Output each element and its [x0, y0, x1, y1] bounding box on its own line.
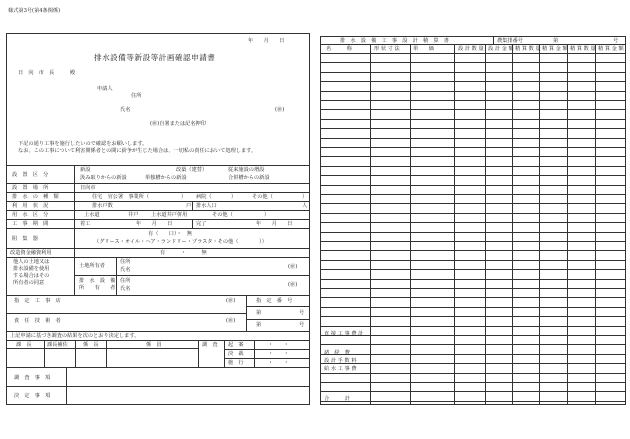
col-design-amount: 設 計 金 額 — [488, 46, 514, 52]
estimate-row-line — [320, 232, 626, 233]
table-top-line — [6, 165, 310, 166]
estimate-row-line — [320, 62, 626, 63]
row-line — [6, 201, 310, 202]
survey-items-label: 調 査 事 項 — [14, 375, 51, 381]
stamp-survey: 調 査 — [202, 342, 218, 348]
estimate-column-line — [595, 44, 596, 405]
estimate-column-line — [454, 44, 455, 405]
sheet-number-prefix: 第 — [553, 38, 559, 44]
estimate-row-line — [320, 307, 626, 308]
designation-number-label: 指 定 番 号 — [256, 298, 293, 304]
intro-text-2: なお、この工事について利害関係者との間に紛争が生じた場合は、一切私の責任において処理します。 — [18, 148, 257, 154]
estimate-column-line — [485, 44, 486, 405]
estimate-row-line — [320, 156, 626, 157]
consent-label-3: する場合はその — [13, 273, 50, 279]
work-start-date[interactable]: 年 月 日 — [136, 221, 173, 227]
estimate-row-line — [320, 194, 626, 195]
draft-label: 起 案 — [228, 342, 244, 348]
facility-owner-label-2: 所 有 者 — [79, 285, 116, 291]
interceptor-presence[interactable]: 有（ 口）・ 無 — [148, 231, 193, 237]
land-owner-address-label: 住所 — [120, 259, 131, 265]
estimate-row-line — [320, 382, 626, 383]
estimate-row-line — [320, 185, 626, 186]
stamp-divider — [44, 340, 45, 367]
drain-type-other-close: ） — [302, 194, 308, 200]
estimate-row-line — [320, 100, 626, 101]
water-source-well[interactable]: 井戸 — [128, 212, 139, 218]
row-line — [6, 257, 310, 258]
land-owner-label: 土地所有者 — [79, 263, 105, 269]
drain-type-office-close: ） — [181, 194, 187, 200]
row-line — [6, 313, 246, 314]
estimate-row-line — [320, 260, 626, 261]
title-divider — [493, 36, 494, 44]
estimate-row-line — [320, 344, 626, 345]
install-place-value[interactable]: 日向市 — [80, 185, 96, 191]
land-owner-seal: (㊞) — [288, 264, 298, 270]
usage-population-unit: 人 — [302, 203, 308, 209]
stamp-divider — [75, 340, 76, 367]
stamp-divider — [198, 340, 199, 367]
estimate-row-line — [320, 241, 626, 242]
estimate-row-line — [320, 203, 626, 204]
install-type-label: 設 置 区 分 — [12, 172, 49, 178]
estimate-row-line — [320, 297, 626, 298]
applicant-label: 申請人 — [97, 86, 113, 92]
estimate-row-line — [320, 363, 626, 364]
estimate-row-line — [320, 401, 626, 402]
intro-text-1: 下記の通り工事を施行したいので確認をお願いします。 — [18, 141, 148, 147]
number-prefix-1: 第 — [256, 310, 262, 316]
row-line — [6, 340, 310, 341]
number-suffix-1: 号 — [299, 310, 305, 316]
drain-type-hospital-close: ） — [231, 194, 237, 200]
row-line — [6, 367, 310, 368]
direct-cost-total-label: 直 接 工 事 費 計 — [324, 331, 364, 337]
water-source-city[interactable]: 上水道 — [84, 212, 100, 218]
sheet-number-suffix: 号 — [613, 38, 619, 44]
col-unit-price: 単 価 — [413, 46, 434, 52]
consent-mid-line — [74, 275, 310, 276]
row-line — [6, 192, 310, 193]
col-settle-qty-2: 精 算 数 量 — [570, 46, 596, 52]
enforce-label: 施 行 — [228, 360, 244, 366]
consent-divider-1 — [116, 257, 117, 295]
drain-type-hospital[interactable]: 病院（ — [196, 194, 212, 200]
enforce-date[interactable]: ・ ・ — [268, 360, 289, 366]
number-prefix-2: 第 — [256, 322, 262, 328]
loan-usage-choice[interactable]: 有 ・ 無 — [160, 250, 207, 256]
consent-label-4: 所有者の同意 — [13, 280, 45, 286]
contractor-num-divider — [246, 295, 247, 331]
form-title: 排水設備等新設等計画確認申請書 — [94, 53, 216, 62]
install-type-from-combined[interactable]: 合併槽からの新設 — [228, 175, 270, 181]
drain-type-label: 排 水 の 種 類 — [12, 194, 59, 200]
estimate-row-line — [320, 288, 626, 289]
row-line — [224, 349, 310, 350]
install-type-new[interactable]: 新設 — [80, 167, 91, 173]
stamp-section-chief: 課 長 — [16, 342, 32, 348]
facility-owner-seal: (㊞) — [288, 282, 298, 288]
approval-label: 決 裁 — [228, 351, 244, 357]
row-line — [6, 386, 310, 387]
estimate-row-line — [320, 109, 626, 110]
install-type-rebuild[interactable]: 改築（建替） — [176, 167, 208, 173]
consent-label-1: 他人の土地又は — [13, 259, 50, 265]
stamp-divider — [224, 340, 225, 367]
estimate-row-line — [320, 53, 626, 54]
row-line — [6, 219, 310, 220]
sheet-number-label: 農集排番号 — [497, 38, 523, 44]
estimate-column-line — [539, 44, 540, 405]
estimate-row-line — [320, 81, 626, 82]
estimate-row-line — [320, 250, 626, 251]
estimate-row-line — [320, 91, 626, 92]
estimate-row-line — [320, 391, 626, 392]
usage-label: 利 用 状 況 — [12, 203, 49, 209]
estimate-column-line — [410, 44, 411, 405]
estimate-row-line — [320, 279, 626, 280]
facility-owner-label-1: 排 水 設 備 — [79, 278, 116, 284]
estimate-row-line — [320, 269, 626, 270]
col-settle-amount: 精 算 金 額 — [542, 46, 568, 52]
applicant-seal: (㊞) — [275, 107, 285, 113]
row-line — [6, 295, 310, 296]
contractor-label: 指 定 工 事 店 — [14, 298, 61, 304]
estimate-column-line — [567, 44, 568, 405]
addressee: 日 向 市 長 殿 — [18, 70, 76, 76]
estimate-row-line — [320, 128, 626, 129]
usage-households-label: 排水戸数 — [92, 203, 113, 209]
install-type-expand[interactable]: 従来施設の増設 — [228, 167, 265, 173]
stamp-deputy-chief: 課長補佐 — [47, 342, 68, 348]
interceptor-label: 阻 集 器 — [12, 236, 38, 242]
estimate-column-line — [370, 44, 371, 405]
stamp-staff: 係 員 — [146, 342, 162, 348]
water-source-other-close: ） — [264, 212, 270, 218]
estimate-row-line — [320, 72, 626, 73]
col-name: 名 称 — [326, 46, 352, 52]
interceptor-types[interactable]: （グリース・オイル・ヘア・ランドリー・プラスタ・その他（ ）） — [94, 239, 267, 245]
overhead-label: 諸 経 費 — [324, 350, 350, 356]
usage-divider — [192, 201, 193, 210]
loan-usage-label: 改造資金融資利用 — [10, 250, 52, 256]
drain-type-other[interactable]: その他（ — [252, 194, 273, 200]
estimate-row-line — [320, 166, 626, 167]
install-place-label: 設 置 場 所 — [12, 185, 49, 191]
stamp-header-line — [6, 348, 198, 349]
engineer-label: 責 任 技 術 者 — [14, 318, 61, 324]
estimate-row-line — [320, 354, 626, 355]
estimate-row-line — [320, 373, 626, 374]
row-line — [246, 306, 310, 307]
col-settle-amount-2: 精 算 金 額 — [598, 46, 624, 52]
install-type-from-single[interactable]: 単独槽からの新設 — [145, 175, 187, 181]
estimate-row-line — [320, 326, 626, 327]
col-design-qty: 設 計 数 量 — [458, 46, 484, 52]
install-type-from-pit[interactable]: 汲み取りからの新設 — [80, 175, 127, 181]
work-start-label: 着工 — [80, 221, 91, 227]
number-suffix-2: 号 — [299, 322, 305, 328]
estimate-row-line — [320, 147, 626, 148]
row-line — [246, 319, 310, 320]
estimate-row-line — [320, 222, 626, 223]
land-owner-name-label: 氏名 — [120, 267, 131, 273]
usage-households-unit: 戸 — [186, 203, 192, 209]
title-row-line — [320, 44, 626, 45]
water-supply-cost-label: 給 水 工 事 費 — [324, 366, 357, 372]
row-line — [224, 358, 310, 359]
estimate-row-line — [320, 138, 626, 139]
estimate-row-line — [320, 119, 626, 120]
row-line — [6, 210, 310, 211]
estimate-column-line — [512, 44, 513, 405]
row-line — [6, 228, 310, 229]
estimate-row-line — [320, 175, 626, 176]
period-divider — [192, 219, 193, 228]
work-end-date[interactable]: 年 月 日 — [256, 221, 293, 227]
stamp-subsection-chief: 係 長 — [83, 342, 99, 348]
contractor-seal: (㊞) — [226, 298, 236, 304]
survey-result-note: 上記申請に基づき調査の結果を次のとおり決定します。 — [10, 333, 140, 339]
approval-date[interactable]: ・ ・ — [268, 351, 289, 357]
items-divider — [66, 367, 67, 405]
form-number: 様式第3号(第4条関係) — [8, 8, 61, 14]
design-fee-label: 設 計 手 数 料 — [324, 358, 357, 364]
row-line — [6, 183, 310, 184]
date-divider — [254, 340, 255, 367]
consent-label-2: 排水設備を使用 — [13, 266, 50, 272]
stamp-divider — [106, 340, 107, 367]
water-source-other[interactable]: その他（ — [212, 212, 233, 218]
work-end-label: 完了 — [196, 221, 207, 227]
row-line — [6, 331, 310, 332]
col-spec: 形 状 寸 法 — [374, 46, 400, 52]
water-source-both[interactable]: 上水道井戸併用 — [151, 212, 188, 218]
water-source-label: 用 水 区 分 — [12, 212, 49, 218]
row-line — [6, 248, 310, 249]
facility-owner-name-label: 氏名 — [120, 286, 131, 292]
drain-type-office[interactable]: 住宅 官公署 事業所（ — [92, 194, 150, 200]
application-date: 年 月 日 — [248, 38, 285, 44]
usage-population-label: 排水人口 — [196, 203, 217, 209]
work-period-label: 工 事 期 間 — [12, 221, 49, 227]
decision-items-label: 決 定 事 項 — [14, 393, 51, 399]
engineer-seal: (㊞) — [226, 318, 236, 324]
grand-total-label: 合 計 — [324, 396, 350, 402]
col-settle-qty: 精 算 数 量 — [515, 46, 541, 52]
applicant-address-label: 住所 — [131, 93, 142, 99]
estimate-title: 排 水 設 備 工 事 設 計 積 算 書 — [340, 38, 449, 44]
estimate-row-line — [320, 316, 626, 317]
facility-owner-address-label: 住所 — [120, 278, 131, 284]
draft-date[interactable]: ・ ・ — [268, 342, 289, 348]
estimate-row-line — [320, 213, 626, 214]
signature-note: (㊞)自署または記名押印 — [150, 121, 206, 127]
estimate-row-line — [320, 335, 626, 336]
applicant-name-label: 氏名 — [120, 107, 131, 113]
